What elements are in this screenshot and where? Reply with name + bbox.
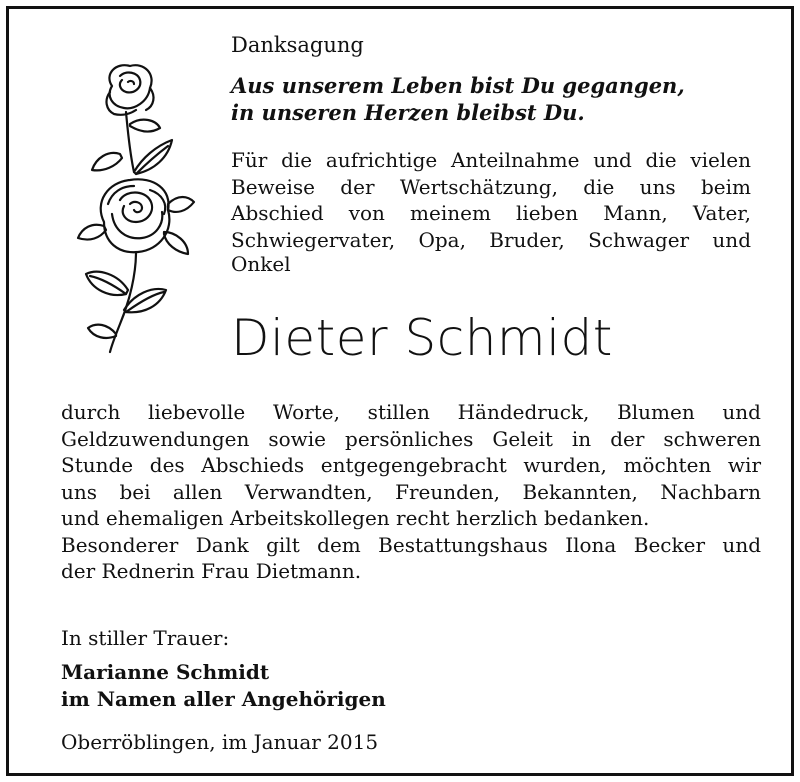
- intro-line: Für die aufrichtige Anteilnahme und die vielen: [231, 148, 751, 172]
- thanks-line: Geldzuwendungen sowie persönliches Geleit in der schweren: [61, 426, 761, 451]
- intro-line-last: Onkel: [231, 252, 291, 276]
- notice-heading: Danksagung: [231, 33, 364, 57]
- obituary-notice: [6, 6, 794, 776]
- intro-line: Beweise der Wertschätzung, die uns beim: [231, 174, 751, 199]
- motto-line: Aus unserem Leben bist Du gegangen,: [231, 73, 685, 98]
- thanks-line: Besonderer Dank gilt dem Bestattungshaus Ilona Becker und: [61, 532, 761, 557]
- intro-line: Schwiegervater, Opa, Bruder, Schwager und: [231, 227, 751, 252]
- thanks-line: Stunde des Abschieds entgegengebracht wurden, möchten wir: [61, 453, 761, 477]
- signature-subtitle: im Namen aller Angehörigen: [61, 687, 386, 711]
- motto-line: in unseren Herzen bleibst Du.: [231, 100, 585, 125]
- place-date: Oberröblingen, im Januar 2015: [61, 730, 379, 754]
- thanks-line: und ehemaligen Arbeitskollegen recht herzlich bedanken.: [61, 506, 650, 530]
- intro-text: [231, 147, 751, 253]
- thanks-line: uns bei allen Verwandten, Freunden, Bekannten, Nachbarn: [61, 479, 761, 504]
- thanks-line: der Rednerin Frau Dietmann.: [61, 559, 362, 583]
- signature: [61, 659, 386, 713]
- rose-icon: [64, 54, 204, 354]
- thanks-line: durch liebevolle Worte, stillen Händedruck, Blumen und: [61, 400, 761, 424]
- signature-name: Marianne Schmidt: [61, 660, 270, 684]
- motto: [231, 72, 685, 126]
- deceased-name: Dieter Schmidt: [231, 309, 613, 367]
- mourning-label: In stiller Trauer:: [61, 626, 230, 650]
- intro-line: Abschied von meinem lieben Mann, Vater,: [231, 201, 751, 225]
- thanks-text: [61, 399, 761, 585]
